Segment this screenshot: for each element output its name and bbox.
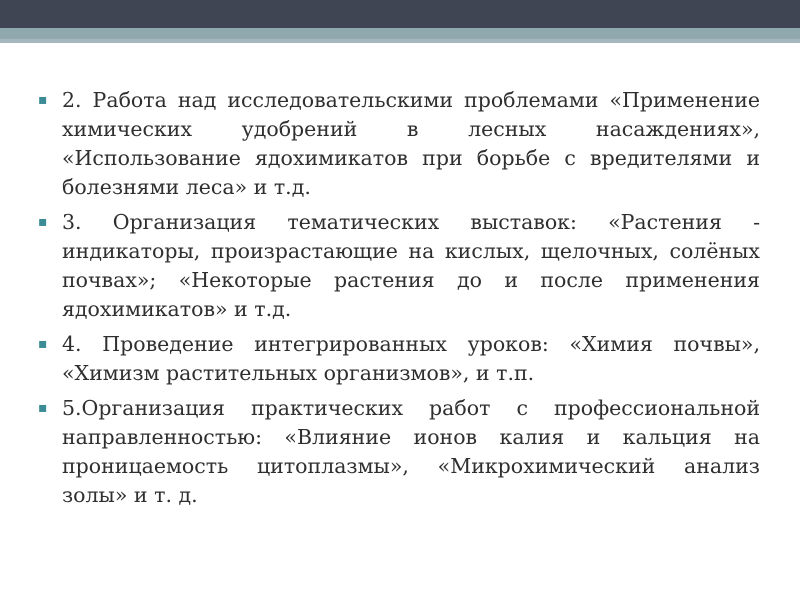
header-bar xyxy=(0,0,800,28)
list-item xyxy=(38,208,760,324)
list-item-text: 2. Работа над исследовательскими проблемами «Применение химических удобрений в лесных насаждениях», «Использование ядохимикатов при борьбе с вредителями и болезнями леса» и т.д. xyxy=(62,88,760,199)
bullet-list xyxy=(38,86,760,516)
header-strip xyxy=(0,28,800,39)
bullet-icon: ▪ xyxy=(38,400,48,416)
list-item xyxy=(38,86,760,202)
list-item-text: 4. Проведение интегрированных уроков: «Химия почвы», «Химизм растительных организмов», и т.п. xyxy=(62,332,760,385)
bullet-icon: ▪ xyxy=(38,336,48,352)
bullet-icon: ▪ xyxy=(38,92,48,108)
list-item xyxy=(38,394,760,510)
list-item-text: 3. Организация тематических выставок: «Растения - индикаторы, произрастающие на кислых, щелочных, солёных почвах»; «Некоторые растения до и после применения ядохимикатов» и т.д. xyxy=(62,210,760,321)
list-item-text: 5.Организация практических работ с профессиональной направленностью: «Влияние ионов калия и кальция на проницаемость цитоплазмы», «Микрохимический анализ золы» и т. д. xyxy=(62,396,760,507)
bullet-icon: ▪ xyxy=(38,214,48,230)
header-accent-line xyxy=(0,39,800,43)
list-item xyxy=(38,330,760,388)
